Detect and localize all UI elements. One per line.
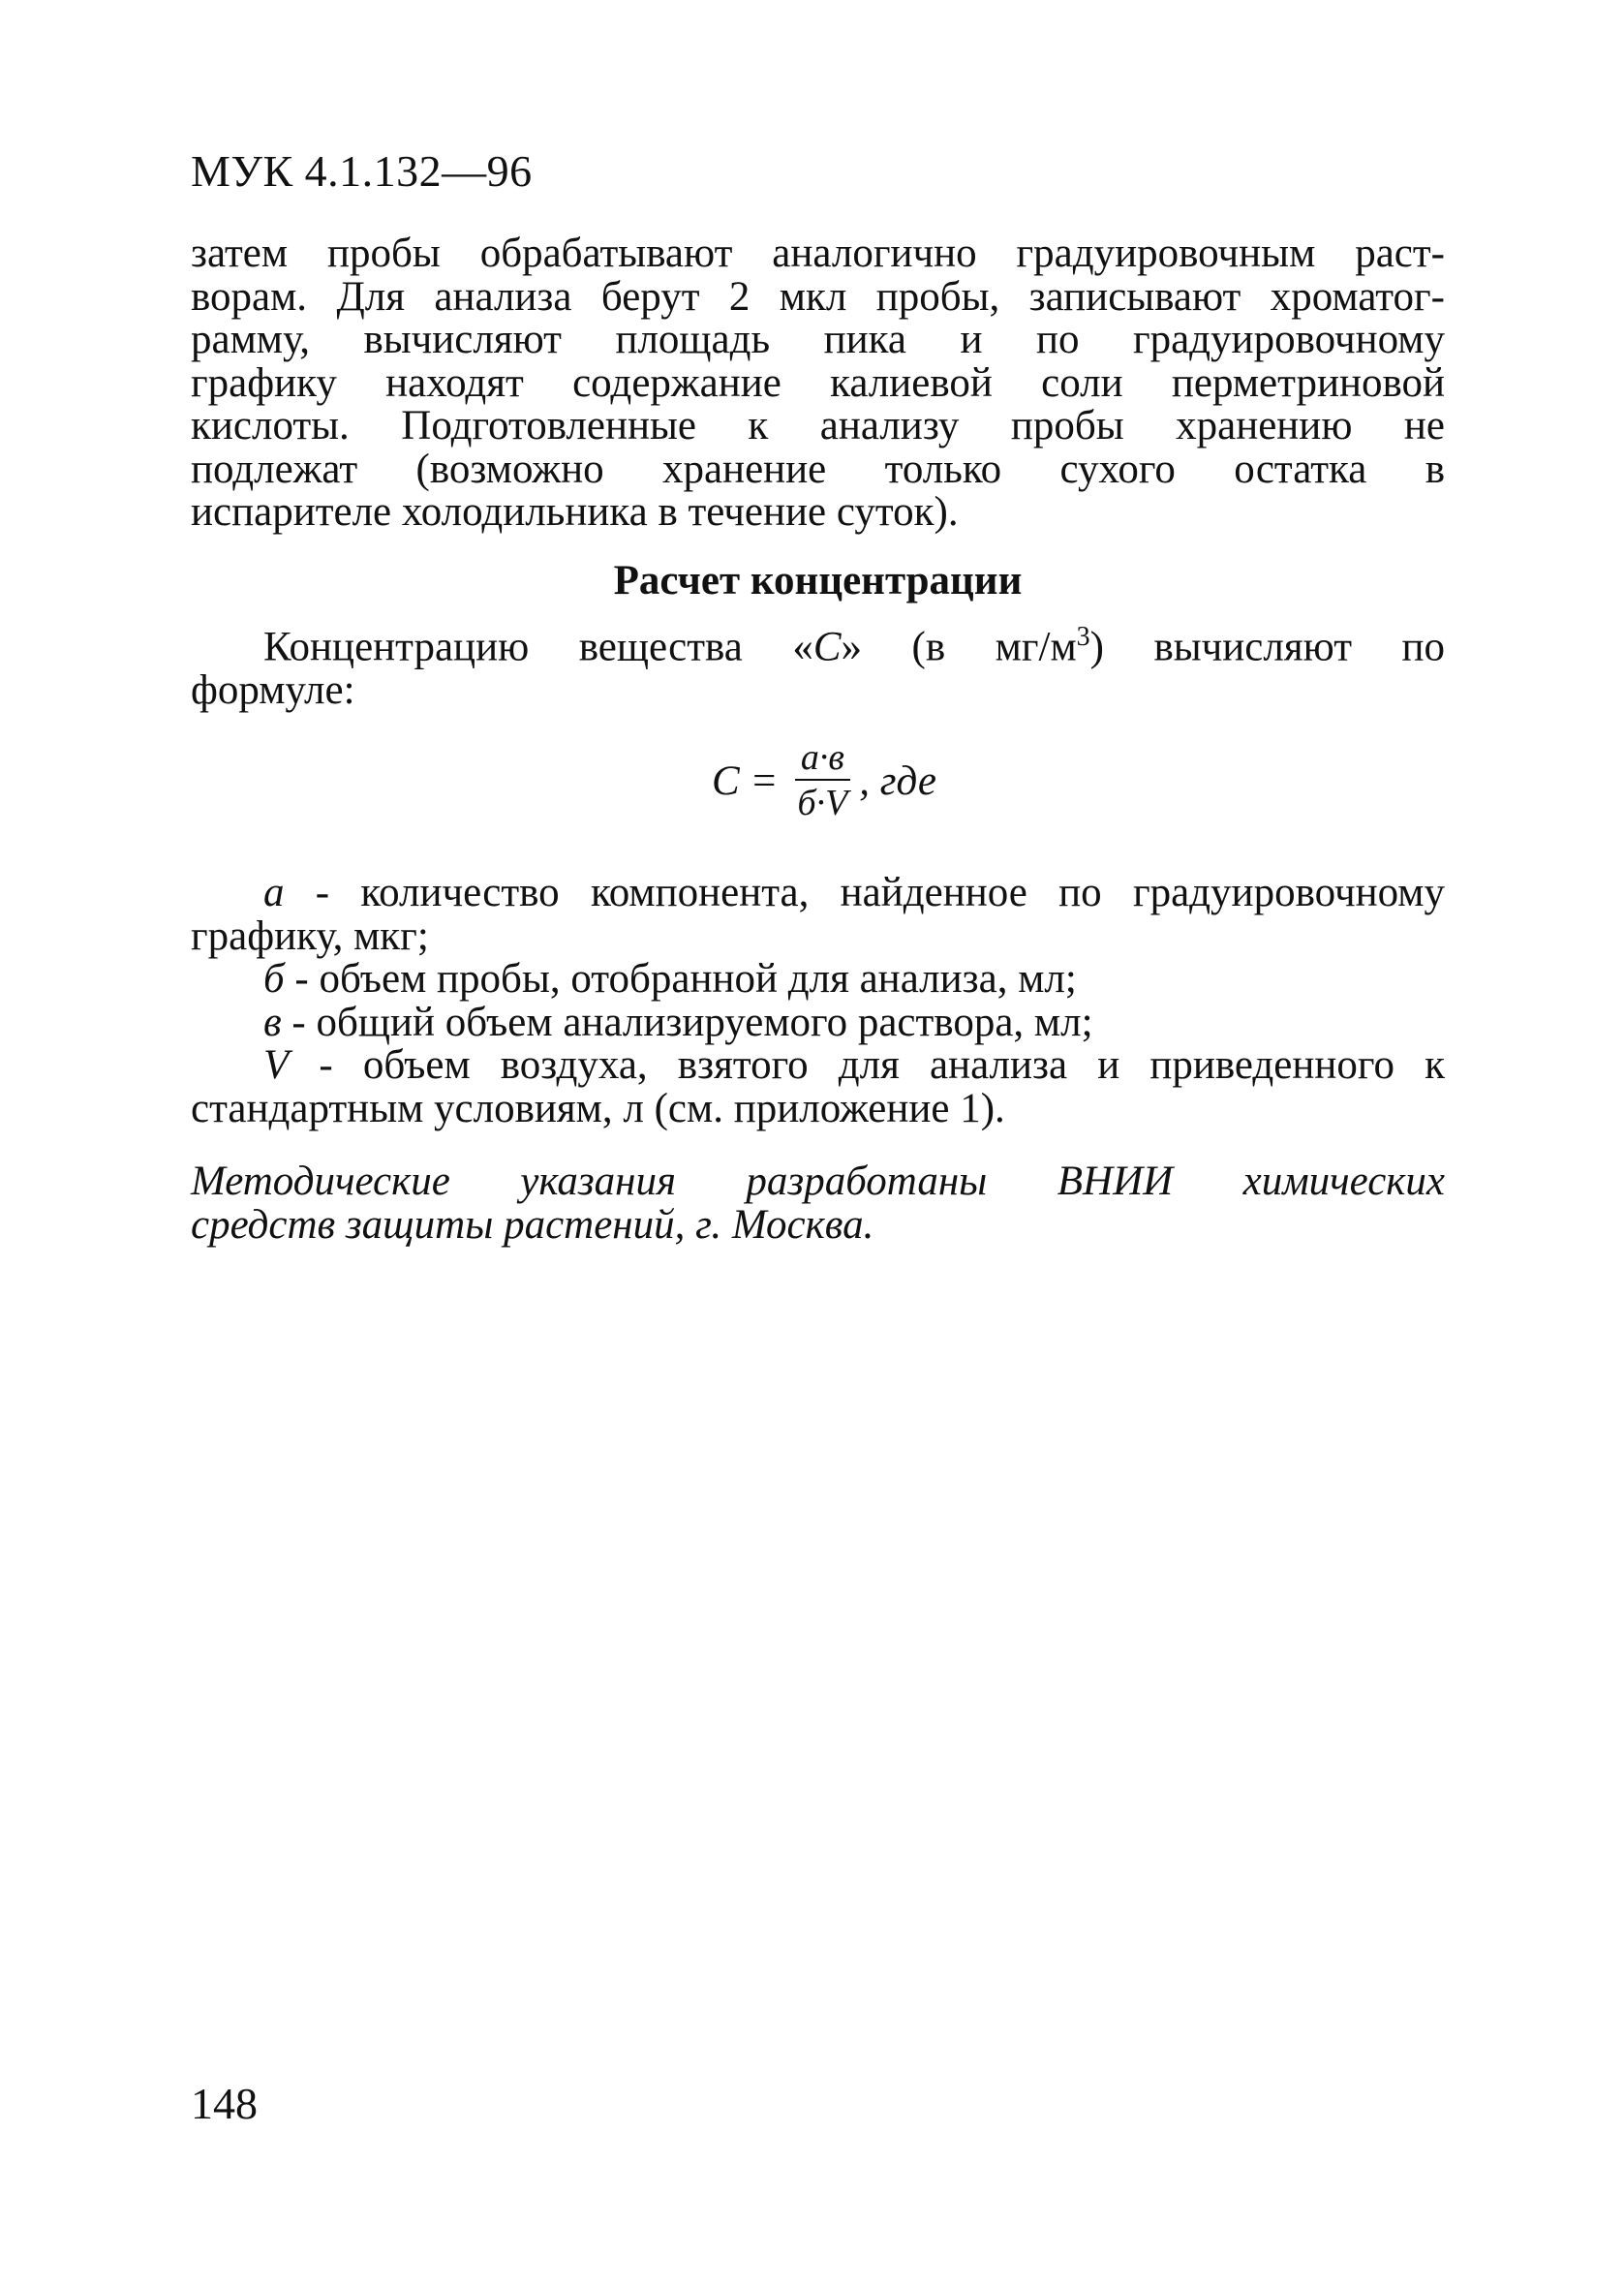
definition-text: - общий объем анализируемого раствора, мл; — [281, 999, 1093, 1045]
text-line: подлежат (возможно хранение только сухого остатка в — [191, 446, 1445, 492]
formula-numerator: а·в — [795, 738, 850, 781]
text-line: кислоты. Подготовленные к анализу пробы хранению не — [191, 403, 1445, 448]
variable-v: в — [263, 999, 282, 1045]
definition-volume-continuation: стандартным условиям, л (см. приложение 1). — [191, 1085, 1005, 1131]
definition-a — [191, 872, 1445, 915]
definition-text: - объем пробы, отобранной для анализа, мл; — [284, 956, 1077, 1002]
text-fragment: » (в мг/м — [841, 624, 1077, 670]
superscript: 3 — [1076, 622, 1090, 652]
note-line: Методические указания разработаны ВНИИ химических — [191, 1159, 1445, 1204]
text-fragment: ) вычисляют по — [1089, 624, 1445, 670]
page-number: 148 — [191, 2079, 258, 2128]
document-code-header: МУК 4.1.132—96 — [191, 146, 533, 196]
section-title: Расчет концентрации — [613, 558, 1023, 603]
text-line: рамму, вычисляют площадь пика и по градуировочному — [191, 317, 1445, 362]
variable-volume: V — [263, 1042, 290, 1088]
note-line: средств защиты растений, г. Москва. — [191, 1201, 874, 1248]
authorship-note — [191, 1160, 1445, 1247]
paragraph-sample-processing — [191, 232, 1445, 535]
text-line: графику находят содержание калиевой соли перметриновой — [191, 359, 1445, 406]
text-line: испарителе холодильника в течение суток). — [191, 489, 959, 535]
text-line: затем пробы обрабатывают аналогично градуировочным раст- — [191, 231, 1445, 276]
variable-a: а — [263, 870, 285, 915]
definition-a-continuation: графику, мкг; — [191, 912, 429, 959]
text-line: ворам. Для анализа берут 2 мкл пробы, записывают хроматог- — [191, 273, 1445, 320]
variable-b: б — [263, 956, 285, 1002]
formula-fraction — [791, 738, 853, 823]
variable-definitions — [191, 872, 1445, 1130]
definition-b — [191, 958, 1445, 1002]
formula-denominator: б·V — [797, 783, 848, 823]
concentration-formula — [712, 738, 936, 823]
formula-lhs: С = — [712, 758, 779, 804]
text-line — [191, 616, 1445, 669]
definition-volume — [191, 1044, 1445, 1088]
definition-v — [191, 999, 1445, 1045]
definition-text: - количество компонента, найденное по градуировочному — [284, 870, 1445, 915]
definition-text: - объем воздуха, взятого для анализа и приведенного к — [289, 1042, 1445, 1088]
paragraph-concentration-intro — [191, 616, 1445, 712]
formula-tail: , где — [859, 758, 936, 804]
text-fragment: Концентрацию вещества « — [263, 624, 813, 670]
text-line: формуле: — [191, 666, 355, 713]
variable-c: С — [812, 624, 842, 670]
